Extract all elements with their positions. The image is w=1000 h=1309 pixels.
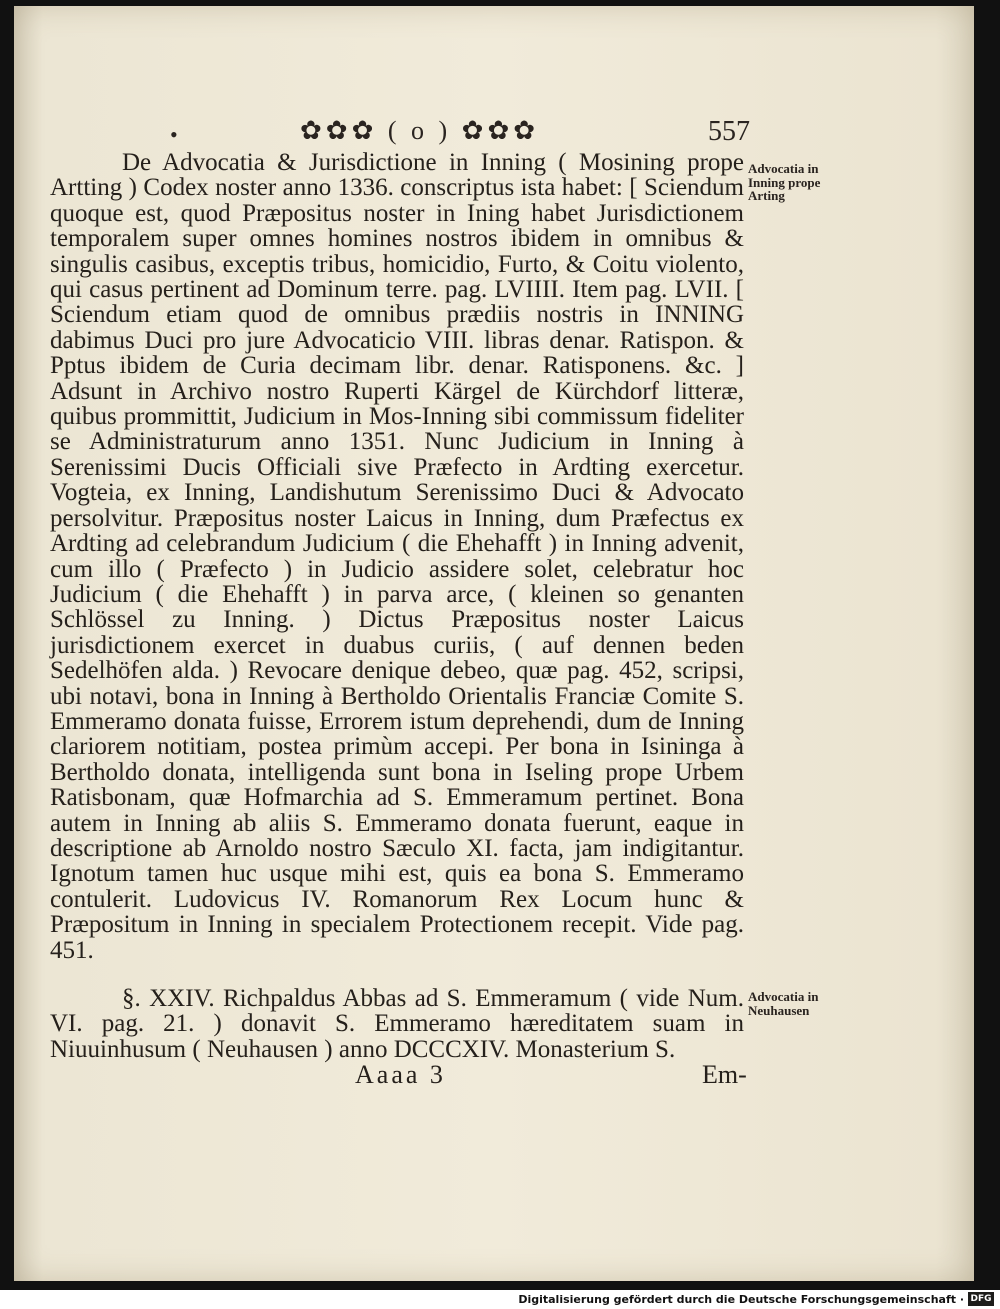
header-ornament: ✿✿✿ ( o ) ✿✿✿: [300, 116, 540, 145]
page-header: [170, 116, 750, 152]
catchword: Em-: [702, 1060, 747, 1089]
footer-bar: [0, 1290, 1000, 1309]
signature-mark: Aaaa 3: [355, 1060, 446, 1089]
paragraph-section-xxiv: §. XXIV. Richpaldus Abbas ad S. Emmeramum ( vide Num. VI. pag. 21. ) donavit S. Emmeramo hæreditatem suam in Niuuinhusum ( Neuhausen ) anno DCCCXIV. Monasterium S.: [50, 985, 744, 1063]
footer-credit: Digitalisierung gefördert durch die Deutsche Forschungsgemeinschaft ·: [518, 1293, 964, 1306]
page-number: 557: [708, 116, 750, 147]
dfg-logo: DFG: [968, 1292, 994, 1306]
paragraph-advocatia-inning: De Advocatia & Jurisdictione in Inning ( Mosining prope Artting ) Codex noster anno 1336. conscriptus ista habet: [ Sciendum quoque est, quod Præpositus noster in Ining habet Jurisdictionem temporalem super omnes homines nostros ibidem in omnibus & singulis casibus, exceptis tribus, homicidio, Furto, & Coitu violento, qui casus pertinent ad Dominum terre. pag. LVIIII. Item pag. LVII. [ Sciendum etiam quod de omnibus prædiis nostris in INNING dabimus Duci pro jure Advocaticio VIII. libras denar. Ratispon. & Pptus ibidem de Curia decimam libr. denar. Ratisponens. &c. ] Adsunt in Archivo nostro Ruperti Kärgel de Kürchdorf litteræ, quibus prommittit, Judicium in Mos-Inning sibi commissum fideliter se Administraturum anno 1351. Nunc Judicium in Inning à Serenissimi Ducis Officiali sive Præfecto in Ardting exercetur. Vogteia, ex Inning, Landishutum Serenissimo Duci & Advocato persolvitur. Præpositus noster Laicus in Inning, dum Præfectus ex Ardting ad celebrandum Judicium ( die Ehehafft ) in Inning advenit, cum illo ( Præfecto ) in Judicio assidere solet, celebratur hoc Judicium ( die Ehehafft ) in parva arce, ( kleinen so genanten Schlössel zu Inning. ) Dictus Præpositus noster Laicus jurisdictionem exercet in duabus curiis, ( auf dennen beden Sedelhöfen alda. ) Revocare denique debeo, quæ pag. 452, scripsi, ubi notavi, bona in Inning à Bertholdo Orientalis Franciæ Comite S. Emmeramo donata fuisse, Errorem istum deprehendi, dum de Inning clariorem notitiam, postea primùm accepi. Per bona in Isininga à Bertholdo donata, intelligenda sunt bona in Iseling prope Urbem Ratisbonam, quæ Hofmarchia ad S. Emmeramum pertinet. Bona autem in Inning ab aliis S. Emmeramo donata fuerunt, eaque in descriptione ab Arnoldo nostro Sæculo XI. facta, jam indigitantur. Ignotum tamen huc usque mihi est, quis ea bona S. Emmeramo contulerit. Ludovicus IV. Romanorum Rex Locum hunc & Præpositum in Inning in specialem Protectionem recepit. Vide pag. 451.: [50, 149, 744, 964]
main-text: [50, 150, 744, 1062]
margin-note-neuhausen: Advocatia in Neuhausen: [748, 989, 819, 1018]
margin-note-inning: Advocatia in Inning prope Arting: [748, 161, 821, 203]
header-dot: •: [170, 122, 178, 147]
